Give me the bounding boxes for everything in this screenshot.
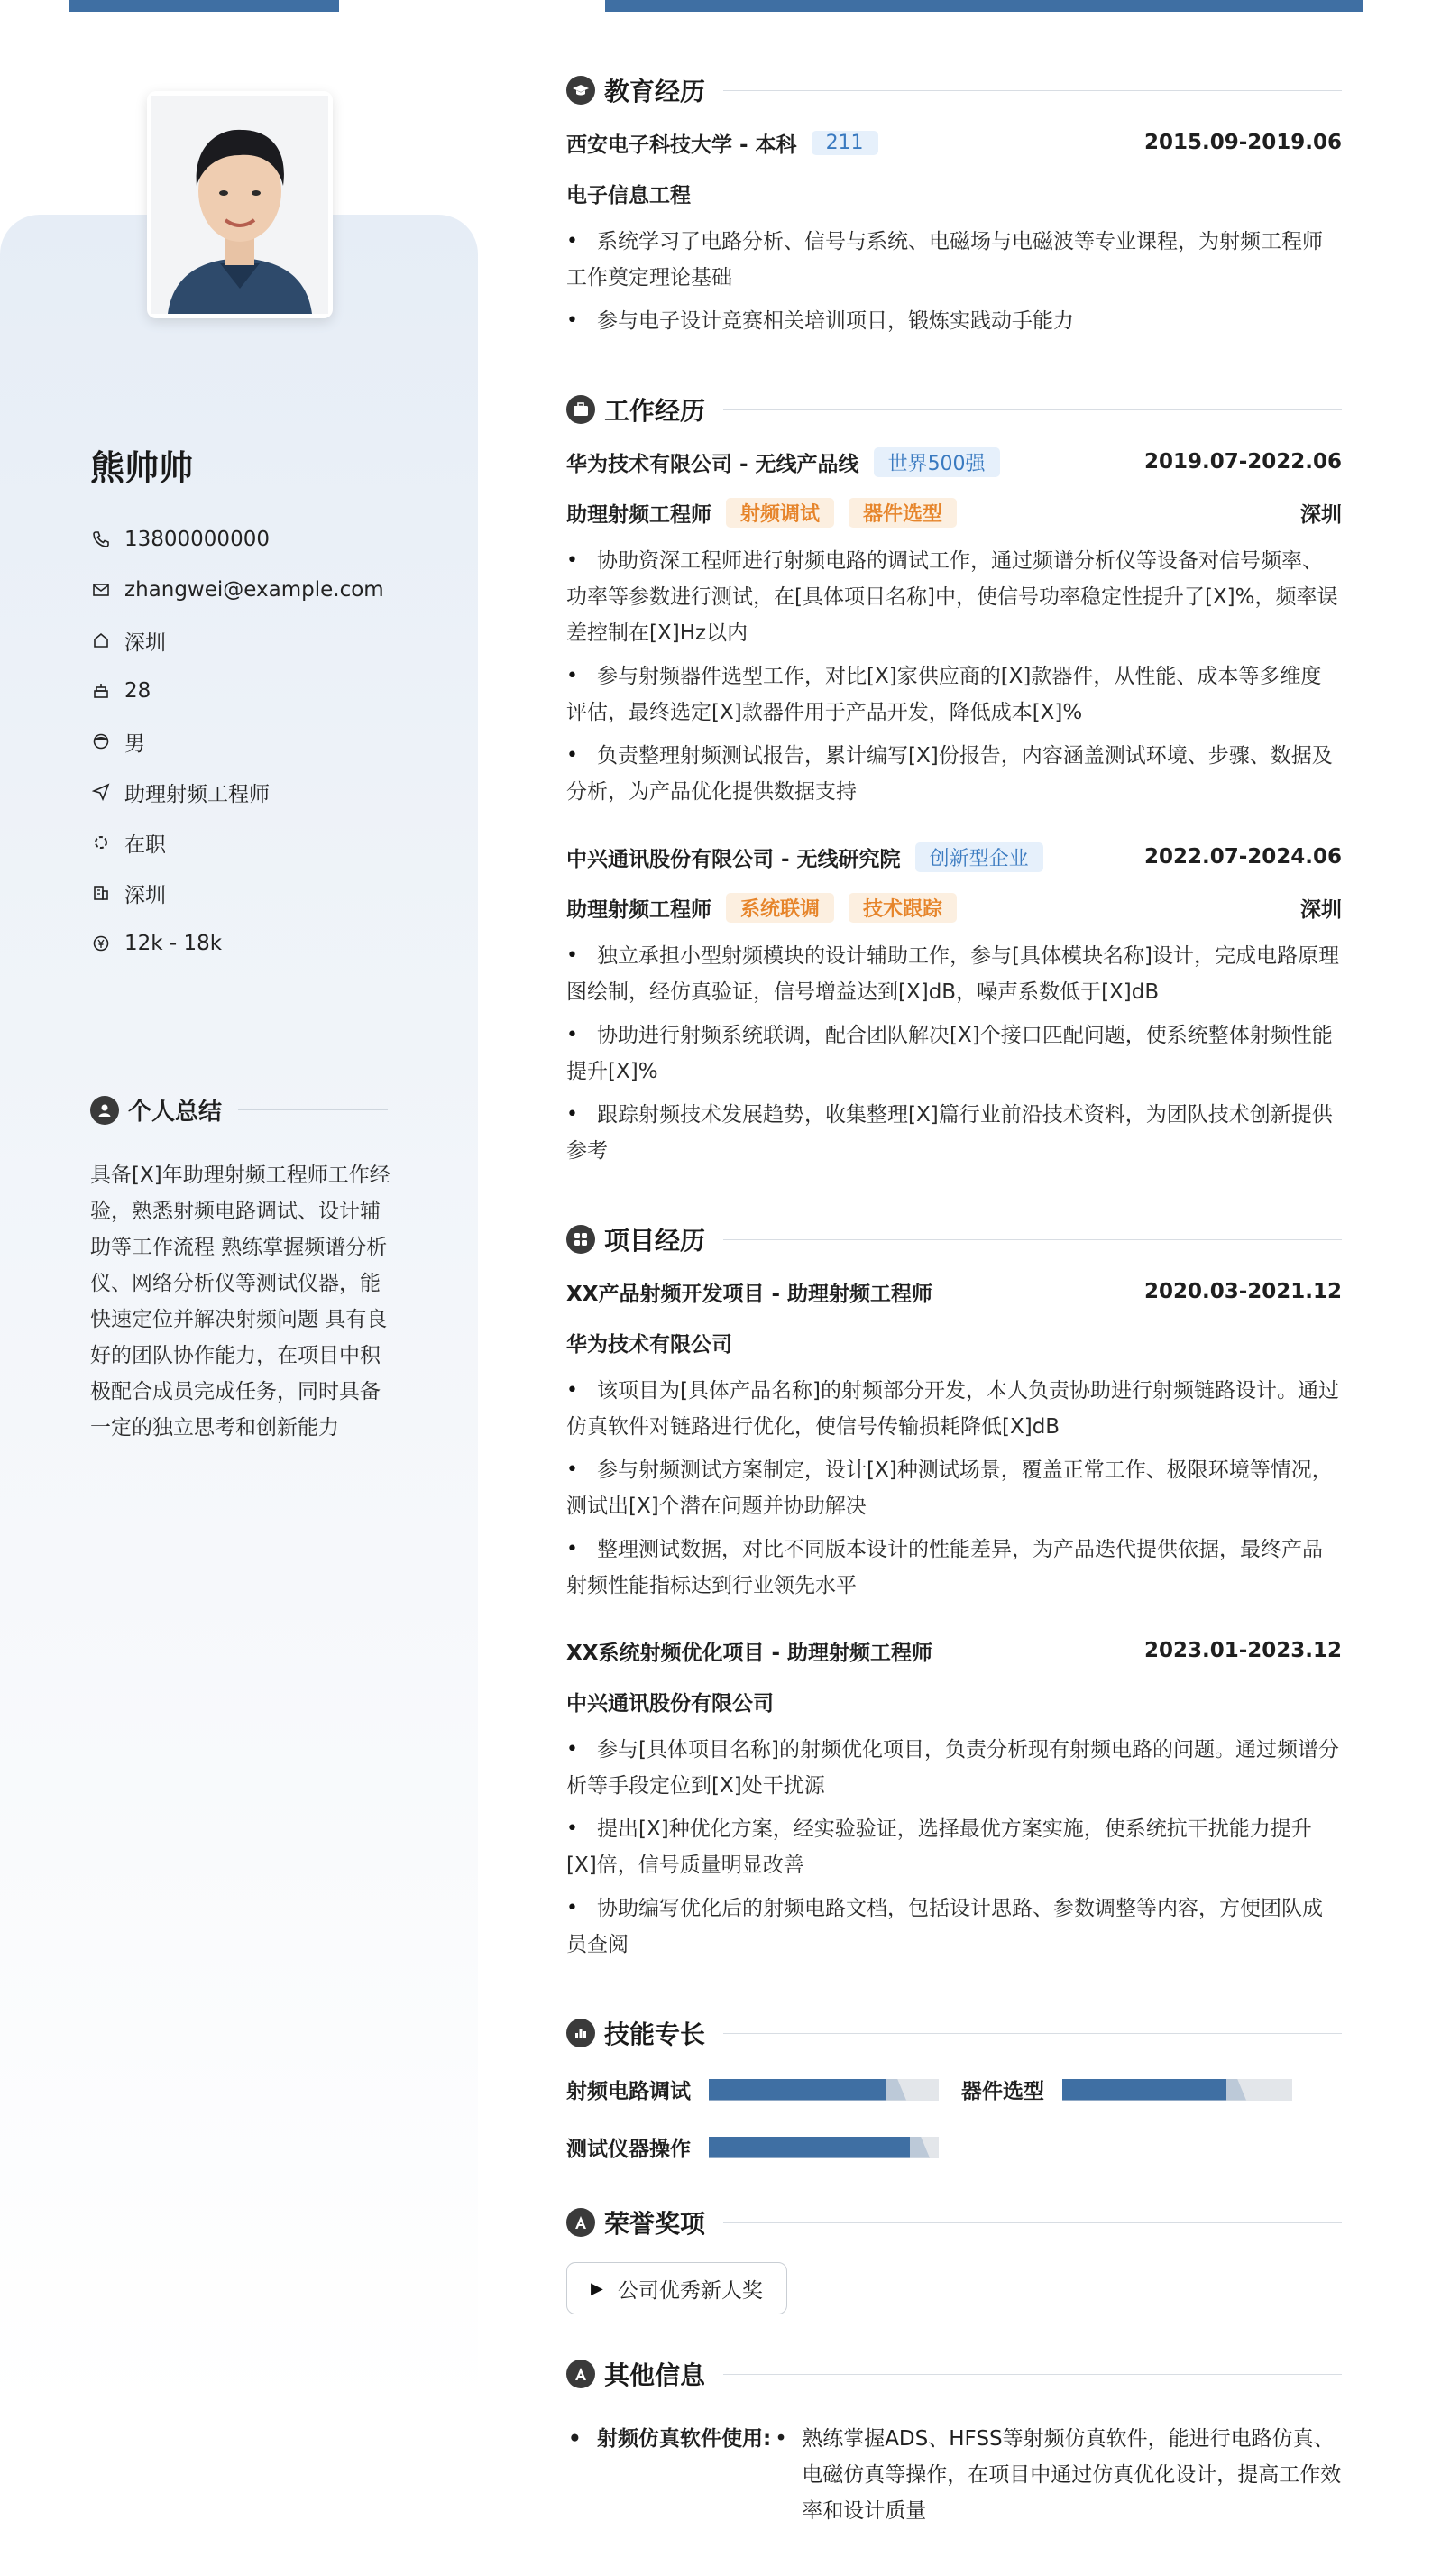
honors-title: 荣誉奖项 [604, 2209, 706, 2239]
gender-icon [90, 731, 112, 752]
company-tag: 创新型企业 [915, 842, 1043, 872]
education-title: 教育经历 [604, 77, 706, 106]
mail-icon [90, 579, 112, 601]
info-phone [90, 514, 384, 565]
list-item: • 参与射频器件选型工作，对比[X]家供应商的[X]款器件，从性能、成本等多维度评估，最终选定[X]款器件用于产品开发，降低成本[X]% [566, 658, 1342, 731]
summary-heading [90, 1093, 388, 1127]
project-name: XX产品射频开发项目 - 助理射频工程师 [566, 1282, 933, 1306]
skill-bar-shade [886, 2079, 906, 2101]
skill-bar-fill [709, 2079, 897, 2101]
top-accent-bar-right [605, 0, 1363, 12]
skills-grid [566, 2069, 1342, 2195]
list-item: • 独立承担小型射频模块的设计辅助工作，参与[具体模块名称]设计，完成电路原理图绘制，经仿真验证，信号增益达到[X]dB，噪声系数低于[X]dB [566, 938, 1342, 1010]
project-company-row [566, 1317, 1342, 1367]
project-company-row [566, 1676, 1342, 1726]
info-badge-icon [566, 2360, 595, 2388]
education-row [566, 117, 1342, 168]
skill-bar-shade [1226, 2079, 1246, 2101]
job-period: 2022.07-2024.06 [1143, 845, 1342, 869]
job-role-row [566, 487, 1342, 538]
graduation-cap-icon [566, 76, 595, 105]
info-salary [90, 918, 384, 969]
project-period: 2023.01-2023.12 [1143, 1639, 1342, 1662]
skill-name: 测试仪器操作 [566, 2138, 691, 2161]
job-role-row [566, 882, 1342, 933]
status-icon [90, 832, 112, 853]
education-major-row [566, 168, 1342, 218]
skill-bar-shade [910, 2137, 930, 2158]
chart-icon [566, 2019, 595, 2047]
gender-value: 男 [124, 731, 145, 756]
salary-value: 12k - 18k [124, 932, 223, 955]
education-heading [566, 63, 1342, 117]
education-period: 2015.09-2019.06 [1143, 131, 1342, 154]
info-status [90, 817, 384, 868]
list-item: • 参与射频测试方案制定，设计[X]种测试场景，覆盖正常工作、极限环境等情况，测试出[X]个潜在问题并协助解决 [566, 1452, 1342, 1524]
avatar [147, 91, 333, 318]
summary-text: 具备[X]年助理射频工程师工作经验，熟悉射频电路调试、设计辅助等工作流程 熟练掌握频谱分析仪、网络分析仪等测试仪器，能快速定位并解决射频问题 具有良好的团队协作能力，在项目中积极配合成员完成任务，同时具备一定的独立思考和创新能力 [90, 1164, 390, 1440]
divider [723, 2222, 1342, 2223]
send-icon [90, 781, 112, 803]
info-email [90, 565, 384, 615]
divider [723, 1239, 1342, 1240]
honors-heading [566, 2195, 1342, 2249]
divider [238, 1109, 388, 1110]
location-value: 深圳 [124, 630, 166, 655]
skill-tag: 器件选型 [849, 498, 957, 528]
phone-icon [90, 529, 112, 550]
project-row [566, 1266, 1342, 1317]
skill-item [566, 2075, 939, 2104]
list-item: • 提出[X]种优化方案，经实验验证，选择最优方案实施，使系统抗干扰能力提升[X]倍，信号质量明显改善 [566, 1811, 1342, 1883]
job-role: 助理射频工程师 [566, 897, 711, 922]
phone-value[interactable]: 13800000000 [124, 528, 270, 551]
divider [723, 2033, 1342, 2034]
project-name: XX系统射频优化项目 - 助理射频工程师 [566, 1641, 933, 1665]
skill-bar [709, 2137, 939, 2158]
job-company: 华为技术有限公司 - 无线产品线 [566, 452, 859, 476]
award-label: 公司优秀新人奖 [617, 2278, 763, 2303]
main-content [566, 63, 1342, 2529]
info-city [90, 868, 384, 918]
grid-icon [566, 1225, 595, 1254]
info-age [90, 666, 384, 716]
play-icon: ▶ [591, 2278, 603, 2298]
work-heading [566, 382, 1342, 437]
job-company: 中兴通讯股份有限公司 - 无线研究院 [566, 847, 901, 871]
list-item: • 跟踪射频技术发展趋势，收集整理[X]篇行业前沿技术资料，为团队技术创新提供参考 [566, 1097, 1342, 1169]
skill-bar-fill [709, 2137, 921, 2158]
school-tag: 211 [812, 131, 878, 155]
list-item: • 该项目为[具体产品名称]的射频部分开发，本人负责协助进行射频链路设计。通过仿真软件对链路进行优化，使信号传输损耗降低[X]dB [566, 1373, 1342, 1445]
divider [723, 2374, 1342, 2375]
company-tag: 世界500强 [874, 447, 1000, 477]
job-company-row [566, 437, 1342, 487]
skill-bar [1062, 2079, 1292, 2101]
job-city: 深圳 [1300, 897, 1342, 922]
info-gender [90, 716, 384, 767]
list-item: • 系统学习了电路分析、信号与系统、电磁场与电磁波等专业课程，为射频工程师工作奠定理论基础 [566, 224, 1342, 296]
award-item[interactable] [566, 2262, 787, 2314]
school-name: 西安电子科技大学 - 本科 [566, 133, 797, 157]
work-title: 工作经历 [604, 396, 706, 426]
avatar-photo [151, 96, 328, 314]
skill-name: 射频电路调试 [566, 2080, 691, 2103]
skill-tag: 技术跟踪 [849, 893, 957, 923]
building-icon [90, 882, 112, 904]
email-value[interactable]: zhangwei@example.com [124, 578, 384, 602]
job-company-row [566, 832, 1342, 882]
list-item: • 负责整理射频测试报告，累计编写[X]份报告，内容涵盖测试环境、步骤、数据及分析，为产品优化提供数据支持 [566, 738, 1342, 810]
major: 电子信息工程 [566, 183, 691, 207]
projects-heading [566, 1212, 1342, 1266]
project-row [566, 1625, 1342, 1676]
contact-info-list [90, 514, 384, 969]
list-item: • 协助资深工程师进行射频电路的调试工作，通过频谱分析仪等设备对信号频率、功率等参数进行测试，在[具体项目名称]中，使信号功率稳定性提升了[X]%，频率误差控制在[X]Hz以内 [566, 543, 1342, 651]
job-period: 2019.07-2022.06 [1143, 450, 1342, 474]
projects-title: 项目经历 [604, 1226, 706, 1256]
project-period: 2020.03-2021.12 [1143, 1280, 1342, 1303]
home-icon [90, 630, 112, 651]
skill-tag: 系统联调 [726, 893, 834, 923]
status-value: 在职 [124, 833, 166, 857]
list-item: • 协助进行射频系统联调，配合团队解决[X]个接口匹配问题，使系统整体射频性能提升[X]% [566, 1017, 1342, 1090]
divider [723, 409, 1342, 410]
list-item: • 参与[具体项目名称]的射频优化项目，负责分析现有射频电路的问题。通过频谱分析等手段定位到[X]处干扰源 [566, 1732, 1342, 1804]
award-icon [566, 2208, 595, 2237]
divider [723, 90, 1342, 91]
summary-title: 个人总结 [128, 1099, 223, 1126]
info-location [90, 615, 384, 666]
info-position [90, 767, 384, 817]
age-value: 28 [124, 679, 151, 703]
skill-name: 器件选型 [961, 2080, 1044, 2103]
other-heading [566, 2347, 1342, 2401]
candidate-name: 熊帅帅 [90, 448, 194, 488]
user-icon [90, 1096, 119, 1125]
cake-icon [90, 680, 112, 702]
project-company: 中兴通讯股份有限公司 [566, 1691, 774, 1716]
other-info-row [566, 2421, 1342, 2529]
skill-bar-fill [1062, 2079, 1237, 2101]
other-title: 其他信息 [604, 2360, 706, 2390]
yuan-icon [90, 933, 112, 954]
skill-bar [709, 2079, 939, 2101]
job-city: 深圳 [1300, 502, 1342, 527]
position-value: 助理射频工程师 [124, 782, 270, 806]
list-item: • 整理测试数据，对比不同版本设计的性能差异，为产品迭代提供依据，最终产品射频性能指标达到行业领先水平 [566, 1532, 1342, 1604]
project-company: 华为技术有限公司 [566, 1332, 732, 1357]
job-role: 助理射频工程师 [566, 502, 711, 527]
list-item: • 协助编写优化后的射频电路文档，包括设计思路、参数调整等内容，方便团队成员查阅 [566, 1891, 1342, 1963]
city-value: 深圳 [124, 883, 166, 907]
skills-heading [566, 2006, 1342, 2060]
other-label: • 射频仿真软件使用: [566, 2421, 771, 2529]
briefcase-icon [566, 395, 595, 424]
skill-item [566, 2132, 939, 2162]
other-text: • 熟练掌握ADS、HFSS等射频仿真软件，能进行电路仿真、电磁仿真等操作，在项目中通过仿真优化设计，提高工作效率和设计质量 [771, 2421, 1342, 2529]
top-accent-bar-left [69, 0, 339, 12]
skills-title: 技能专长 [604, 2019, 706, 2049]
skill-tag: 射频调试 [726, 498, 834, 528]
skill-item [961, 2075, 1292, 2104]
list-item: • 参与电子设计竞赛相关培训项目，锻炼实践动手能力 [566, 303, 1342, 339]
